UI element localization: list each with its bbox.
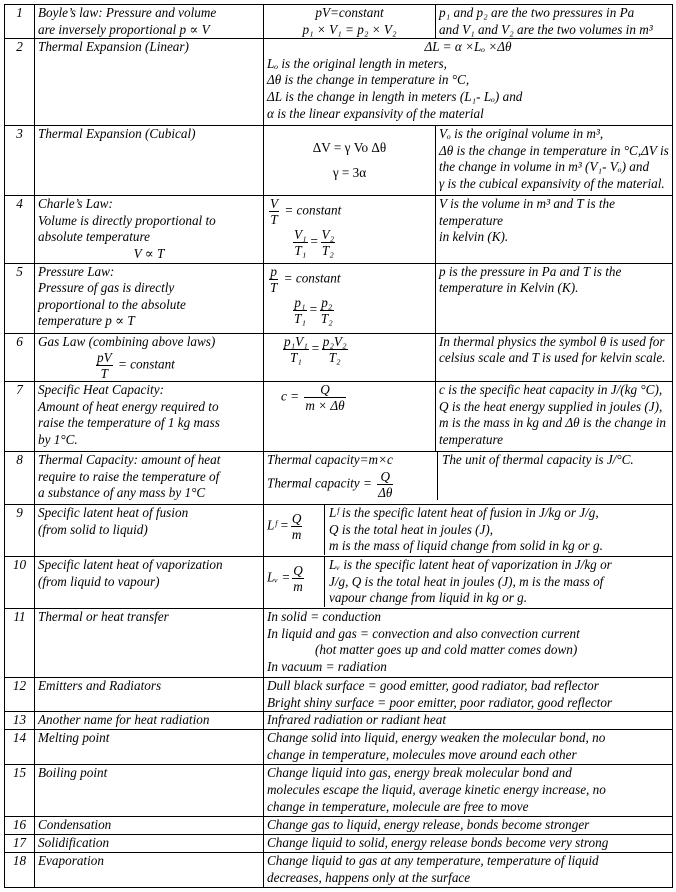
topic-cell xyxy=(35,196,264,263)
row-number: 11 xyxy=(5,609,35,678)
row-number: 17 xyxy=(5,835,35,853)
formula-line xyxy=(267,505,321,542)
row-number: 7 xyxy=(5,382,35,452)
description-line: In vacuum = radiation xyxy=(267,658,387,674)
formula-block xyxy=(264,557,325,607)
row-number: 10 xyxy=(5,557,35,609)
formula-notes-cell xyxy=(264,39,673,126)
description-line: Bright shiny surface = poor emitter, poor radiator, good reflector xyxy=(267,694,613,710)
topic-cell xyxy=(35,730,264,765)
denominator: T xyxy=(270,279,278,295)
table-row xyxy=(5,196,673,263)
description-cell xyxy=(264,609,673,678)
formula-cell xyxy=(264,333,436,382)
formula-lhs: c = xyxy=(281,388,300,404)
topic-line: Boiling point xyxy=(38,765,108,781)
note-line: c is the specific heat capacity in J/(kg °C), xyxy=(439,382,663,398)
topic-line: Condensation xyxy=(38,817,112,833)
table-row xyxy=(5,609,673,678)
note-line: in kelvin (K). xyxy=(439,229,509,245)
note-line: Δθ is the change in temperature in °C, xyxy=(267,72,470,88)
note-line: m is the mass of liquid change from solid in kg or g. xyxy=(329,538,603,554)
row-number: 16 xyxy=(5,817,35,835)
formula-line xyxy=(267,196,432,227)
fraction xyxy=(293,227,308,258)
topic-cell xyxy=(35,39,264,126)
denominator: Δθ xyxy=(378,484,393,500)
denominator: T₂ xyxy=(321,243,334,259)
denominator: T₂ xyxy=(320,310,333,326)
numerator: p xyxy=(270,263,277,279)
topic-line: Charle’s Law: xyxy=(38,196,113,212)
topic-line: Gas Law (combining above laws) xyxy=(38,333,216,349)
row-number: 18 xyxy=(5,853,35,888)
topic-cell xyxy=(35,712,264,730)
notes-cell xyxy=(436,126,673,196)
thermal-physics-formula-table xyxy=(4,4,673,888)
numerator: V xyxy=(270,196,279,212)
description-line: Change liquid to gas at any temperature, temperature of liquid xyxy=(267,853,599,869)
row-number: 8 xyxy=(5,452,35,505)
topic-cell xyxy=(35,817,264,835)
table-row xyxy=(5,678,673,712)
formula-block xyxy=(264,505,325,555)
topic-line: by 1°C. xyxy=(38,431,78,447)
notes-block xyxy=(325,557,672,607)
topic-line: Specific Heat Capacity: xyxy=(38,382,164,398)
topic-line: Amount of heat energy required to xyxy=(38,398,219,414)
formula-line: $\frac{\text{p₁}}{\text{T₁}}$ = $\frac{\text{p₂}}{\text{T₂}}$ xyxy=(294,294,333,326)
denominator: T₁ xyxy=(289,349,302,365)
table-row xyxy=(5,382,673,452)
formula-line xyxy=(267,382,432,413)
note-line: temperature in Kelvin (K). xyxy=(439,280,579,296)
fraction xyxy=(304,382,345,413)
formula-rhs: = constant xyxy=(284,202,342,218)
formula-rhs: = constant xyxy=(117,356,175,372)
topic-line: Pressure of gas is directly xyxy=(38,280,175,296)
denominator: T₁ xyxy=(294,243,307,259)
table-row xyxy=(5,505,673,557)
description-line: molecules escape the liquid, average kinetic energy increase, no xyxy=(267,781,606,797)
description-cell xyxy=(264,835,673,853)
formula-cell xyxy=(264,5,436,39)
formula-line: γ = 3α xyxy=(332,164,367,180)
table-row xyxy=(5,853,673,888)
topic-line: proportional to the absolute xyxy=(38,296,186,312)
description-cell xyxy=(264,853,673,888)
table-row xyxy=(5,765,673,817)
formula-lhs: Thermal capacity = xyxy=(267,475,372,491)
formula-cell xyxy=(264,196,436,263)
note-line: J/g, Q is the total heat in joules (J), m is the mass of xyxy=(329,573,604,589)
table-row xyxy=(5,557,673,609)
description-line: decreases, happens only at the surface xyxy=(267,869,471,885)
topic-cell xyxy=(35,126,264,196)
topic-line: Boyle’s law: Pressure and volume xyxy=(38,5,217,20)
note-line: Q is the heat energy supplied in joules (J), xyxy=(439,398,663,414)
table-row xyxy=(5,712,673,730)
notes-cell xyxy=(436,263,673,333)
notes-cell xyxy=(436,333,673,382)
row-number: 4 xyxy=(5,196,35,263)
note-line: and V₁ and V₂ are the two volumes in m³ xyxy=(439,21,653,37)
description-line: Change liquid into gas, energy break molecular bond and xyxy=(267,765,572,781)
numerator: Q xyxy=(291,511,302,527)
numerator: V₁ xyxy=(294,227,307,243)
row-number: 6 xyxy=(5,333,35,382)
row-number: 5 xyxy=(5,263,35,333)
note-line: ΔL is the change in length in meters (L₁- Lₒ) and xyxy=(267,88,523,104)
row-number: 12 xyxy=(5,678,35,712)
note-line: Vₒ is the original volume in m³, xyxy=(439,126,604,142)
formula-line xyxy=(267,469,434,500)
fraction xyxy=(269,196,279,227)
formula-notes-cell xyxy=(264,557,673,609)
note-line: Δθ is the change in temperature in °C,ΔV is xyxy=(439,142,669,158)
topic-line: temperature p ∝ T xyxy=(38,313,135,329)
table-row xyxy=(5,333,673,382)
row-number: 15 xyxy=(5,765,35,817)
topic-line: Solidification xyxy=(38,835,110,851)
table-row xyxy=(5,5,673,39)
note-line: α is the linear expansivity of the material xyxy=(267,105,484,121)
description-cell xyxy=(264,817,673,835)
topic-line: Specific latent heat of vaporization xyxy=(38,557,223,573)
note-line: p is the pressure in Pa and T is the xyxy=(439,263,622,279)
formula-cell xyxy=(264,126,436,196)
description-line: change in temperature, molecule are free to move xyxy=(267,798,529,814)
topic-cell xyxy=(35,765,264,817)
formula-cell xyxy=(264,263,436,333)
note-line: Q is the total heat in joules (J), xyxy=(329,521,494,537)
denominator: T xyxy=(100,366,108,382)
topic-cell xyxy=(35,333,264,382)
table-row xyxy=(5,730,673,765)
fraction xyxy=(377,469,393,500)
topic-line: Pressure Law: xyxy=(38,263,115,279)
formula-line: ΔL = α ×Lₒ ×Δθ xyxy=(424,39,512,55)
topic-line: Evaporation xyxy=(38,853,104,869)
numerator: p₂ xyxy=(321,294,333,310)
topic-line: Another name for heat radiation xyxy=(38,712,210,728)
table-row xyxy=(5,452,673,505)
description-cell xyxy=(264,765,673,817)
note-line: Lᶠ is the specific latent heat of fusion in J/kg or J/g, xyxy=(329,505,599,521)
row-number: 3 xyxy=(5,126,35,196)
table-row xyxy=(5,39,673,126)
note-line: temperature xyxy=(439,431,503,447)
numerator: Q xyxy=(293,563,303,579)
table-row xyxy=(5,817,673,835)
description-line: change in temperature, molecules move around each other xyxy=(267,746,577,762)
topic-line: V ∝ T xyxy=(133,245,165,261)
numerator: Q xyxy=(304,382,345,398)
topic-formula xyxy=(38,350,260,381)
fraction xyxy=(293,295,307,326)
formula-cell xyxy=(264,382,436,452)
note-line: Lᵥ is the specific latent heat of vaporization in J/kg or xyxy=(329,557,612,573)
description-line: (hot matter goes up and cold matter comes down) xyxy=(315,642,578,658)
denominator: T₂ xyxy=(328,349,341,365)
row-number: 9 xyxy=(5,505,35,557)
fraction xyxy=(283,334,309,365)
numerator: p₂V₂ xyxy=(322,333,347,349)
description-line: Change liquid to solid, energy release bonds become very strong xyxy=(267,835,609,851)
row-number: 1 xyxy=(5,5,35,39)
notes-block xyxy=(438,452,672,500)
formula-lhs: Lᵥ = xyxy=(267,569,291,585)
topic-cell xyxy=(35,382,264,452)
topic-line: Volume is directly proportional to xyxy=(38,212,216,228)
topic-line: Thermal or heat transfer xyxy=(38,609,169,625)
denominator: m xyxy=(293,579,303,595)
numerator: Q xyxy=(377,469,393,485)
topic-line: (from solid to liquid) xyxy=(38,521,148,537)
numerator: p₁ xyxy=(294,294,306,310)
formula-line: p₁ × V₁ = p₂ × V₂ xyxy=(302,21,397,37)
description-line: Infrared radiation or radiant heat xyxy=(267,712,447,728)
row-number: 2 xyxy=(5,39,35,126)
topic-line: Specific latent heat of fusion xyxy=(38,505,189,521)
note-line: Lₒ is the original length in meters, xyxy=(267,55,447,71)
table-row xyxy=(5,263,673,333)
topic-line: (from liquid to vapour) xyxy=(38,573,160,589)
denominator: T₁ xyxy=(294,310,306,326)
notes-cell xyxy=(436,382,673,452)
row-number: 13 xyxy=(5,712,35,730)
description-cell xyxy=(264,712,673,730)
topic-cell xyxy=(35,678,264,712)
topic-line: Thermal Expansion (Cubical) xyxy=(38,126,196,142)
topic-cell xyxy=(35,557,264,609)
topic-cell xyxy=(35,609,264,678)
description-line: Dull black surface = good emitter, good radiator, bad reflector xyxy=(267,678,599,694)
description-line: Change gas to liquid, energy release, bonds become stronger xyxy=(267,817,590,833)
note-line: The unit of thermal capacity is J/°C. xyxy=(442,452,634,468)
formula-line: ΔV = γ Vo Δθ xyxy=(312,140,387,156)
numerator: pV xyxy=(97,350,112,366)
description-cell xyxy=(264,730,673,765)
note-line: vapour change from liquid in kg or g. xyxy=(329,590,528,606)
formula-notes-cell xyxy=(264,452,673,505)
topic-line: absolute temperature xyxy=(38,229,150,245)
topic-line: Thermal Capacity: amount of heat xyxy=(38,452,221,468)
topic-cell xyxy=(35,853,264,888)
table-row xyxy=(5,126,673,196)
topic-cell xyxy=(35,505,264,557)
topic-line: a substance of any mass by 1°C xyxy=(38,485,206,501)
denominator: T xyxy=(270,212,278,228)
fraction xyxy=(322,334,348,365)
fraction xyxy=(320,295,334,326)
note-line: p₁ and p₂ are the two pressures in Pa xyxy=(439,5,635,20)
notes-cell xyxy=(436,196,673,263)
denominator: m xyxy=(291,527,302,543)
topic-line: Thermal Expansion (Linear) xyxy=(38,39,189,55)
denominator: m × Δθ xyxy=(305,398,345,414)
topic-line: are inversely proportional p ∝ V xyxy=(38,21,210,37)
fraction xyxy=(321,227,336,258)
topic-cell xyxy=(35,5,264,39)
description-cell xyxy=(264,678,673,712)
topic-line: Melting point xyxy=(38,730,110,746)
topic-line: require to raise the temperature of xyxy=(38,468,220,484)
formula-line: pV=constant xyxy=(315,5,384,20)
formula-line: Thermal capacity=m×c xyxy=(267,452,393,468)
note-line: V is the volume in m³ and T is the temperature xyxy=(439,196,615,228)
fraction xyxy=(96,350,113,381)
topic-line: raise the temperature of 1 kg mass xyxy=(38,415,220,431)
formula-line: $\frac{\text{p₁V₁}}{\text{T₁}}$ = $\frac{\text{p₂V₂}}{\text{T₂}}$ xyxy=(284,333,347,365)
table-row xyxy=(5,835,673,853)
description-line: In liquid and gas = convection and also convection current xyxy=(267,625,580,641)
formula-notes-cell xyxy=(264,505,673,557)
row-number: 14 xyxy=(5,730,35,765)
formula-line xyxy=(267,264,432,295)
description-line: Change solid into liquid, energy weaken the molecular bond, no xyxy=(267,730,606,746)
description-line: In solid = conduction xyxy=(267,609,382,625)
numerator: V₂ xyxy=(321,227,335,243)
topic-cell xyxy=(35,835,264,853)
notes-cell xyxy=(436,5,673,39)
topic-cell xyxy=(35,263,264,333)
note-line: γ is the cubical expansivity of the material. xyxy=(439,175,665,191)
fraction xyxy=(269,264,278,295)
formula-lhs: Lᶠ = xyxy=(267,517,289,533)
note-line: In thermal physics the symbol θ is used for xyxy=(439,333,665,349)
fraction xyxy=(291,511,303,542)
formula-rhs: = constant xyxy=(283,270,341,286)
note-line: the change in volume in m³ (V₁- Vₒ) and xyxy=(439,159,650,175)
note-line: m is the mass in kg and Δθ is the change in xyxy=(439,415,667,431)
topic-line: Emitters and Radiators xyxy=(38,678,162,694)
notes-block xyxy=(325,505,672,555)
numerator: p₁V₁ xyxy=(284,333,308,349)
fraction xyxy=(292,563,304,594)
formula-line xyxy=(267,557,321,594)
formula-block xyxy=(264,452,438,500)
formula-line: $\frac{\text{V₁}}{\text{T₁}}$ = $\frac{\text{V₂}}{\text{T₂}}$ xyxy=(294,227,335,259)
topic-cell xyxy=(35,452,264,505)
note-line: celsius scale and T is used for kelvin scale. xyxy=(439,350,666,366)
